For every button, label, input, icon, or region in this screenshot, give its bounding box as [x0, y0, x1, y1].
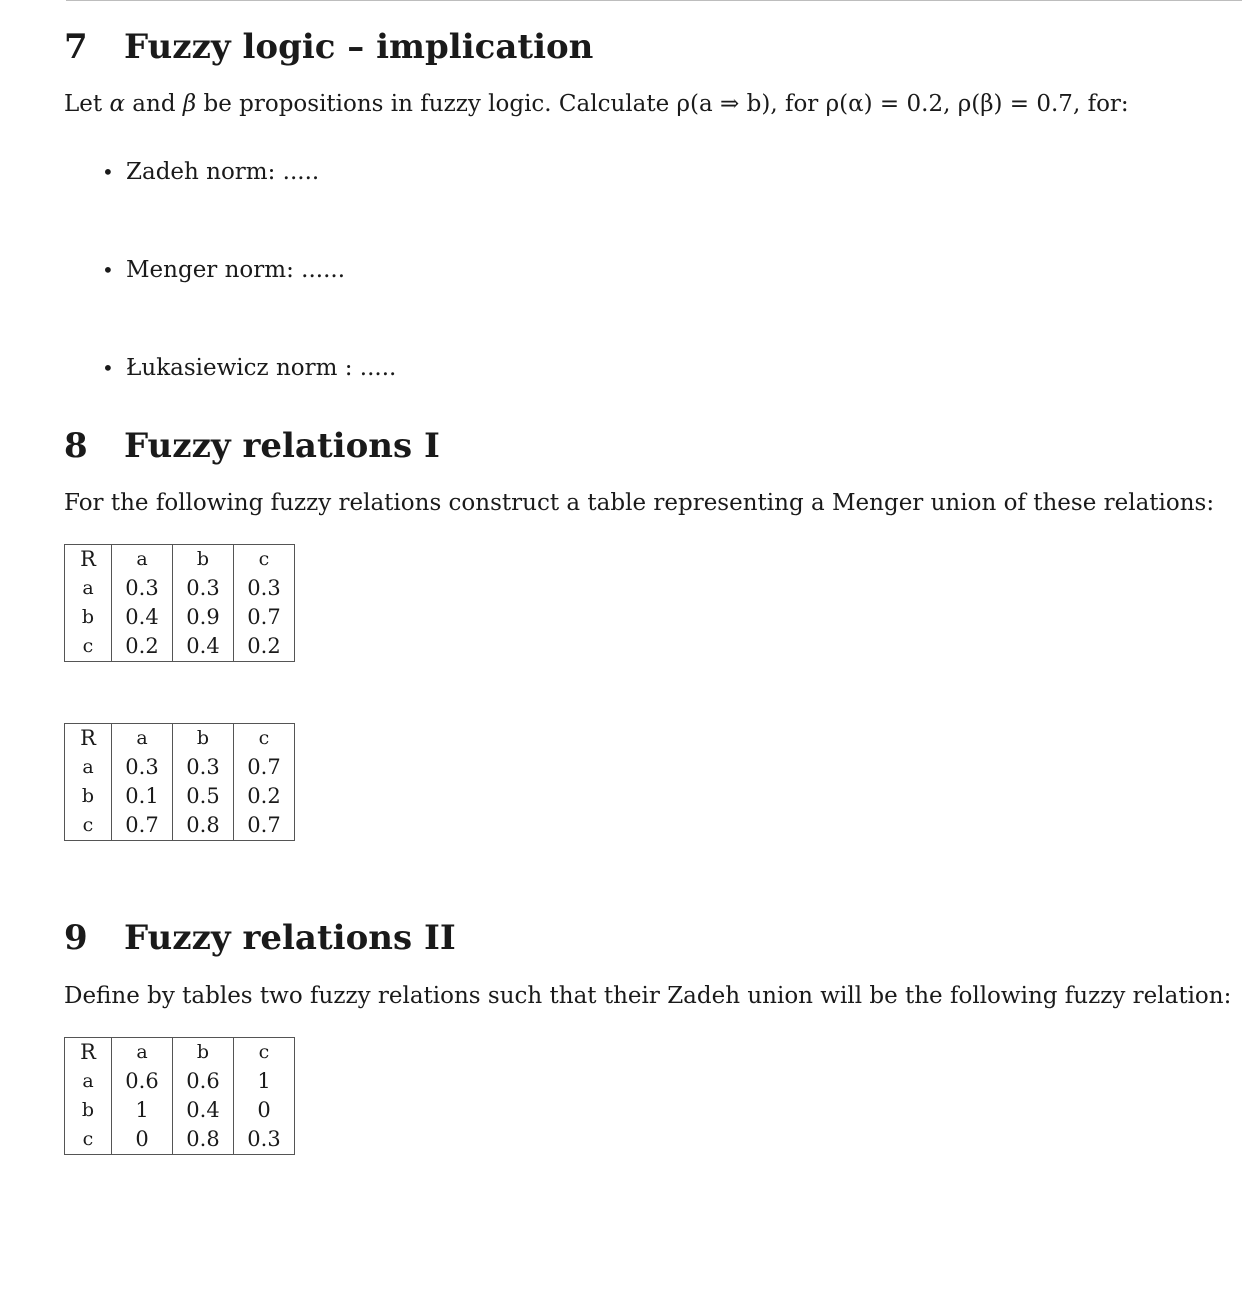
table-cell: 0.2: [234, 782, 295, 811]
table-cell: 0.4: [173, 632, 234, 662]
alpha-symbol: α: [109, 91, 125, 117]
table-header-row: [65, 1038, 295, 1068]
table-cell: 0.6: [112, 1067, 173, 1096]
relation-table-3: [64, 1037, 295, 1155]
table-cell: b: [173, 724, 234, 754]
table-cell: 0.8: [173, 1125, 234, 1155]
table-cell: 0.7: [234, 753, 295, 782]
table-cell: 0.4: [173, 1096, 234, 1125]
section-7-heading: [64, 27, 593, 67]
bullet-lukasiewicz: [102, 353, 396, 383]
section-9-intro: Define by tables two fuzzy relations such that their Zadeh union will be the following fuzzy relation:: [64, 983, 1232, 1009]
beta-symbol: β: [182, 91, 197, 117]
table-cell: 0.9: [173, 603, 234, 632]
section-9-number: 9: [64, 918, 88, 958]
table-header-row: [65, 724, 295, 754]
table-cell: R: [80, 1040, 96, 1064]
bullet-dot-icon: •: [102, 356, 114, 380]
table-cell: 1: [234, 1067, 295, 1096]
table-cell: 0.7: [112, 811, 173, 841]
section-8-number: 8: [64, 426, 88, 466]
relation-table-2: [64, 723, 295, 841]
table-cell: c: [82, 814, 94, 836]
table-cell: R: [80, 547, 96, 571]
section-9-heading: [64, 918, 456, 958]
table-cell: 0.3: [234, 1125, 295, 1155]
intro-formula: ρ(a ⇒ b), for ρ(α) = 0.2, ρ(β) = 0.7, for:: [676, 91, 1129, 117]
table-cell: 0.1: [112, 782, 173, 811]
section-9-title: Fuzzy relations II: [124, 918, 456, 958]
bullet-zadeh: [102, 157, 319, 187]
table-cell: c: [234, 724, 295, 754]
section-8-title: Fuzzy relations I: [124, 426, 440, 466]
table-cell: a: [112, 724, 173, 754]
table-cell: R: [80, 726, 96, 750]
table-cell: a: [112, 545, 173, 575]
section-7-number: 7: [64, 27, 88, 67]
table-cell: 0.3: [234, 574, 295, 603]
table-cell: a: [82, 756, 94, 778]
table-cell: a: [112, 1038, 173, 1068]
table-row: [65, 753, 295, 782]
table-row: [65, 1067, 295, 1096]
table-cell: c: [234, 545, 295, 575]
table-row: [65, 574, 295, 603]
table-cell: 0.4: [112, 603, 173, 632]
bullet-menger: [102, 255, 345, 285]
table-cell: 0.3: [112, 753, 173, 782]
table-cell: 0.2: [112, 632, 173, 662]
table-row: [65, 1096, 295, 1125]
bullet-dot-icon: •: [102, 160, 114, 184]
table-cell: 0.7: [234, 811, 295, 841]
table-cell: 0.3: [173, 753, 234, 782]
table-cell: c: [234, 1038, 295, 1068]
relation-table-1: [64, 544, 295, 662]
table-row: [65, 811, 295, 841]
table-cell: 0.8: [173, 811, 234, 841]
table-cell: 1: [112, 1096, 173, 1125]
table-row: [65, 603, 295, 632]
section-7-intro: [64, 89, 1129, 119]
table-cell: 0.5: [173, 782, 234, 811]
table-cell: c: [82, 1128, 94, 1150]
table-cell: a: [82, 1070, 94, 1092]
table-cell: 0.2: [234, 632, 295, 662]
table-cell: 0.6: [173, 1067, 234, 1096]
table-cell: b: [173, 545, 234, 575]
table-cell: b: [173, 1038, 234, 1068]
bullet-lukasiewicz-text: Łukasiewicz norm : .....: [126, 355, 397, 381]
bullet-zadeh-text: Zadeh norm: .....: [126, 159, 320, 185]
table-cell: 0.3: [112, 574, 173, 603]
intro-prefix: Let: [64, 91, 110, 117]
section-8-heading: [64, 426, 440, 466]
table-row: [65, 1125, 295, 1155]
intro-mid: be propositions in fuzzy logic. Calculate: [196, 91, 677, 117]
table-row: [65, 782, 295, 811]
table-cell: 0.3: [173, 574, 234, 603]
section-8-intro: For the following fuzzy relations construct a table representing a Menger union of these relations:: [64, 490, 1215, 516]
bullet-dot-icon: •: [102, 258, 114, 282]
intro-and: and: [125, 91, 183, 117]
table-cell: 0: [112, 1125, 173, 1155]
bullet-menger-text: Menger norm: ......: [126, 257, 346, 283]
table-cell: b: [81, 785, 95, 807]
table-header-row: [65, 545, 295, 575]
table-cell: c: [82, 635, 94, 657]
table-cell: b: [81, 606, 95, 628]
top-rule: [66, 0, 1242, 1]
table-row: [65, 632, 295, 662]
table-cell: b: [81, 1099, 95, 1121]
table-cell: a: [82, 577, 94, 599]
section-7-title: Fuzzy logic – implication: [124, 27, 594, 67]
table-cell: 0.7: [234, 603, 295, 632]
table-cell: 0: [234, 1096, 295, 1125]
